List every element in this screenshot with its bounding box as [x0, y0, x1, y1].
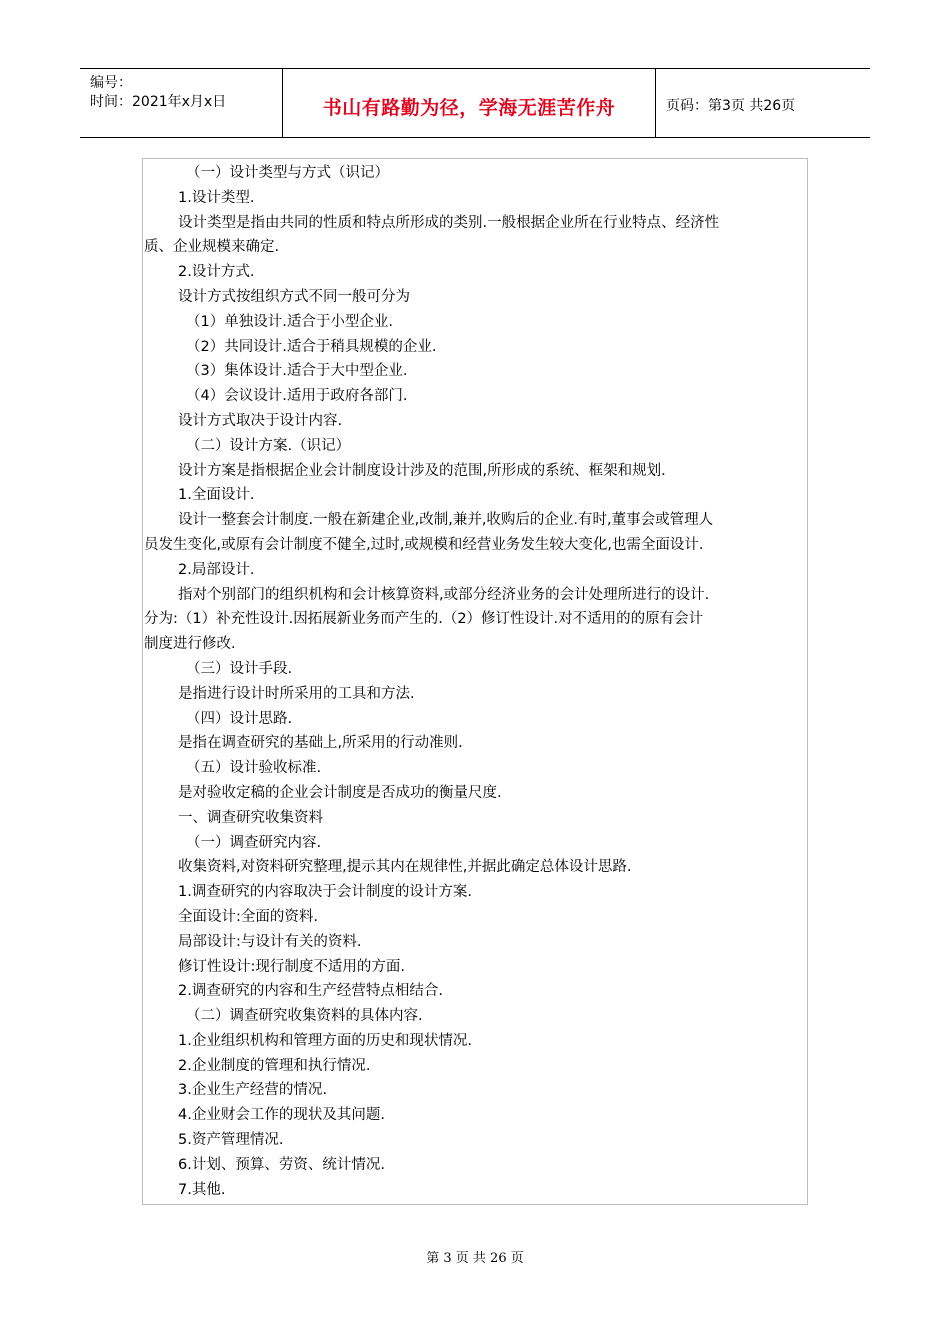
paragraph-line: 分为:（1）补充性设计.因拓展新业务而产生的.（2）修订性设计.对不适用的的原有会计 — [144, 611, 704, 628]
paragraph-line: 制度进行修改. — [144, 636, 236, 653]
paragraph-line: 设计方式取决于设计内容. — [178, 412, 343, 429]
paragraph-line: 1.设计类型. — [178, 189, 255, 206]
document-header — [80, 68, 870, 138]
paragraph-line: 局部设计:与设计有关的资料. — [178, 933, 362, 950]
header-page-info: 页码：第3页 共26页 — [666, 98, 796, 114]
paragraph-line: 4.企业财会工作的现状及其问题. — [178, 1107, 385, 1124]
header-meta-cell — [80, 69, 283, 137]
header-page-cell — [656, 69, 870, 137]
paragraph-line: 2.设计方式. — [178, 264, 255, 281]
paragraph-line: 1.企业组织机构和管理方面的历史和现状情况. — [178, 1032, 472, 1049]
paragraph-line: 2.企业制度的管理和执行情况. — [178, 1057, 371, 1074]
paragraph-line: 是指进行设计时所采用的工具和方法. — [178, 685, 415, 702]
paragraph-line: （二）设计方案.（识记） — [186, 437, 351, 454]
paragraph-line: 修订性设计:现行制度不适用的方面. — [178, 958, 405, 975]
paragraph-line: 设计一整套会计制度.一般在新建企业,改制,兼并,收购后的企业.有时,董事会或管理人 — [178, 512, 714, 529]
paragraph-line: （一）设计类型与方式（识记） — [186, 165, 389, 181]
paragraph-line: （一）调查研究内容. — [186, 834, 322, 851]
paragraph-line: （四）设计思路. — [186, 710, 293, 727]
paragraph-line: 收集资料,对资料研究整理,提示其内在规律性,并据此确定总体设计思路. — [178, 859, 632, 876]
paragraph-line: （2）共同设计.适合于稍具规模的企业. — [186, 338, 437, 355]
paragraph-line: （1）单独设计.适合于小型企业. — [186, 313, 393, 330]
paragraph-line: 1.调查研究的内容取决于会计制度的设计方案. — [178, 884, 472, 901]
paragraph-line: 是指在调查研究的基础上,所采用的行动准则. — [178, 735, 463, 752]
paragraph-line: 设计方案是指根据企业会计制度设计涉及的范围,所形成的系统、框架和规划. — [178, 462, 666, 479]
paragraph-line: 设计类型是指由共同的性质和特点所形成的类别.一般根据企业所在行业特点、经济性 — [178, 214, 720, 231]
page-footer: 第 3 页 共 26 页 — [426, 1251, 524, 1266]
paragraph-line: 一、调查研究收集资料 — [178, 809, 323, 826]
paragraph-line: 5.资产管理情况. — [178, 1132, 284, 1149]
paragraph-line: （三）设计手段. — [186, 660, 293, 677]
paragraph-line: 1.全面设计. — [178, 487, 255, 504]
paragraph-line: 3.企业生产经营的情况. — [178, 1082, 327, 1099]
paragraph-line: 指对个别部门的组织机构和会计核算资料,或部分经济业务的会计处理所进行的设计. — [178, 586, 710, 603]
paragraph-line: 全面设计:全面的资料. — [178, 908, 318, 925]
paragraph-line: 是对验收定稿的企业会计制度是否成功的衡量尺度. — [178, 784, 502, 801]
paragraph-line: 6.计划、预算、劳资、统计情况. — [178, 1156, 385, 1173]
paragraph-line: （二）调查研究收集资料的具体内容. — [186, 1008, 423, 1025]
document-date-label: 时间：2021年x月x日 — [90, 94, 227, 110]
paragraph-line: （五）设计验收标准. — [186, 760, 322, 777]
paragraph-line: 7.其他. — [178, 1181, 226, 1198]
paragraph-line: 设计方式按组织方式不同一般可分为 — [178, 288, 410, 305]
paragraph-line: 2.调查研究的内容和生产经营特点相结合. — [178, 983, 443, 1000]
paragraph-line: 质、企业规模来确定. — [144, 239, 280, 256]
paragraph-line: （4）会议设计.适用于政府各部门. — [186, 388, 408, 405]
paragraph-line: 2.局部设计. — [178, 561, 255, 578]
paragraph-line: （3）集体设计.适合于大中型企业. — [186, 363, 408, 380]
paragraph-line: 员发生变化,或原有会计制度不健全,过时,或规模和经营业务发生较大变化,也需全面设计. — [144, 536, 704, 553]
document-number-label: 编号： — [90, 75, 132, 91]
header-motto-cell — [283, 69, 656, 137]
content-body — [143, 161, 807, 1202]
header-motto: 书山有路勤为径，学海无涯苦作舟 — [322, 97, 616, 119]
content-frame — [142, 158, 808, 1205]
